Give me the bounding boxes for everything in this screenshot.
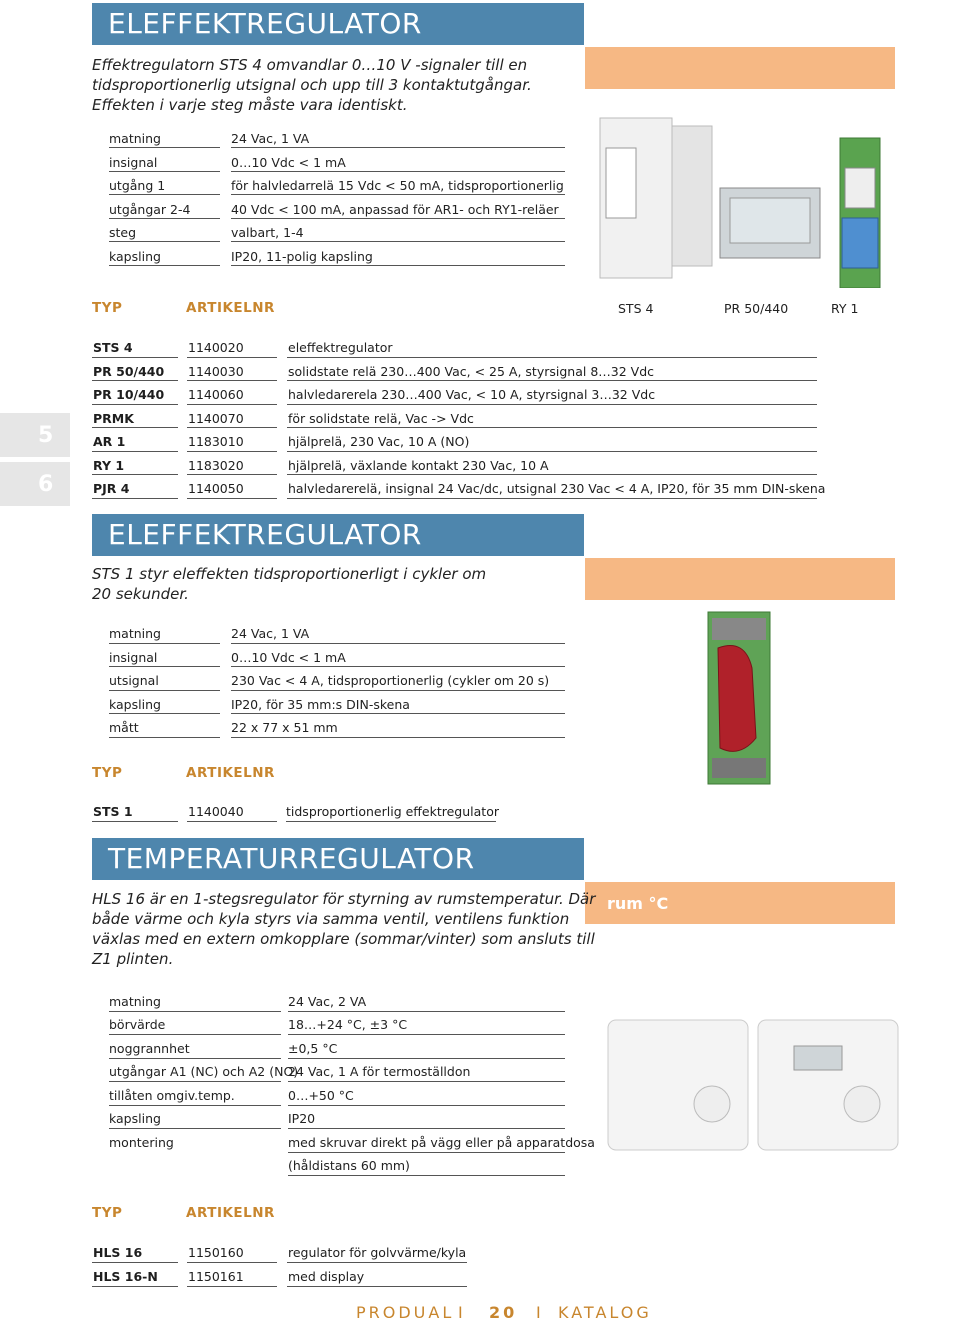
section-2-intro [92,564,486,604]
cell-typ: HLS 16 [93,1245,143,1260]
section-3-tag: rum °C [607,894,669,913]
cell-artikelnr: 1150161 [188,1269,244,1284]
spec-label: kapsling [109,249,161,264]
intro-line: STS 1 styr eleffekten tidsproportionerligt i cykler om [92,565,487,583]
cell-artikelnr: 1183010 [188,434,244,449]
section-2-tag-box [585,558,895,600]
intro-line: HLS 16 är en 1-stegsregulator för styrning av rumstemperatur. Där [92,890,596,908]
chapter-tab-label: 6 [38,472,54,497]
column-header-artikelnr: ARTIKELNR [186,300,275,316]
section-1-tag-box [585,47,895,89]
cell-typ: STS 1 [93,804,133,819]
hls16-product-image [604,1014,904,1164]
section-1-title: ELEFFEKTREGULATOR [108,7,422,40]
cell-artikelnr: 1140050 [188,481,244,496]
spec-label: insignal [109,155,158,170]
cell-typ: HLS 16-N [93,1269,158,1284]
intro-line: både värme och kyla styrs via samma ventil, ventilens funktion [92,910,570,928]
spec-label: montering [109,1135,174,1150]
cell-typ: RY 1 [93,458,125,473]
spec-value: 0…10 Vdc < 1 mA [231,155,346,170]
sts4-product-image [590,108,900,288]
spec-value: 24 Vac, 1 VA [231,626,310,641]
spec-value: valbart, 1-4 [231,225,304,240]
column-header-ry1: RY 1 [831,301,859,316]
cell-description: hjälprelä, 230 Vac, 10 A (NO) [288,434,470,449]
intro-line: Effektregulatorn STS 4 omvandlar 0…10 V -signaler till en [92,56,528,74]
cell-artikelnr: 1140060 [188,387,244,402]
spec-value: IP20 [288,1111,316,1126]
cell-description: tidsproportionerlig effektregulator [286,804,499,819]
chapter-tab-5[interactable] [0,413,70,457]
section-3-banner [92,838,584,880]
column-header-pr50: PR 50/440 [724,301,789,316]
spec-value: IP20, 11-polig kapsling [231,249,373,264]
intro-line: växlas med en extern omkopplare (sommar/vinter) som ansluts till [92,930,595,948]
spec-label: mått [109,720,139,735]
spec-value: IP20, för 35 mm:s DIN-skena [231,697,410,712]
intro-line: Effekten i varje steg måste vara identiskt. [92,96,408,114]
spec-value: 24 Vac, 2 VA [288,994,367,1009]
section-2-title: ELEFFEKTREGULATOR [108,518,422,551]
section-3-intro [92,889,595,969]
chapter-tab-6[interactable] [0,462,70,506]
cell-description: hjälprelä, växlande kontakt 230 Vac, 10 A [288,458,549,473]
section-1-banner [92,3,584,45]
spec-value: 230 Vac < 4 A, tidsproportionerlig (cykler om 20 s) [231,673,550,688]
spec-value: 22 x 77 x 51 mm [231,720,338,735]
cell-typ: PJR 4 [93,481,130,496]
spec-label: utgång 1 [109,178,166,193]
column-header-artikelnr: ARTIKELNR [186,1205,275,1221]
cell-description: halvledarerela 230…400 Vac, < 10 A, styrsignal 3…32 Vdc [288,387,656,402]
spec-value: 18…+24 °C, ±3 °C [288,1017,408,1032]
spec-label: kapsling [109,697,161,712]
cell-typ: STS 4 [93,340,133,355]
cell-typ: AR 1 [93,434,126,449]
cell-description: regulator för golvvärme/kyla [288,1245,467,1260]
spec-label: matning [109,994,161,1009]
spec-value: 24 Vac, 1 VA [231,131,310,146]
cell-typ: PR 50/440 [93,364,165,379]
spec-label: kapsling [109,1111,161,1126]
intro-line: 20 sekunder. [92,585,189,603]
spec-label: insignal [109,650,158,665]
cell-artikelnr: 1140020 [188,340,244,355]
column-header-typ: TYP [92,300,123,316]
spec-label: matning [109,131,161,146]
spec-value: ±0,5 °C [288,1041,338,1056]
cell-artikelnr: 1183020 [188,458,244,473]
cell-artikelnr: 1150160 [188,1245,244,1260]
footer-separator: I [536,1303,544,1322]
section-1-intro [92,55,532,115]
spec-label: börvärde [109,1017,166,1032]
section-3-tag-box [585,882,895,924]
spec-value: 24 Vac, 1 A för termoställdon [288,1064,471,1079]
intro-line: Z1 plinten. [92,950,174,968]
spec-value: 40 Vdc < 100 mA, anpassad för AR1- och RY1-reläer [231,202,559,217]
cell-artikelnr: 1140040 [188,804,244,819]
spec-label: noggrannhet [109,1041,190,1056]
spec-value: (håldistans 60 mm) [288,1158,410,1173]
column-header-typ: TYP [92,765,123,781]
spec-label: matning [109,626,161,641]
intro-line: tidsproportionerlig utsignal och upp till 3 kontaktutgångar. [92,76,532,94]
page-number: 20 [489,1303,518,1322]
cell-description: med display [288,1269,365,1284]
cell-description: solidstate relä 230…400 Vac, < 25 A, styrsignal 8…32 Vdc [288,364,655,379]
column-header-sts4: STS 4 [618,301,654,316]
spec-value: 0…10 Vdc < 1 mA [231,650,346,665]
cell-description: eleffektregulator [288,340,393,355]
cell-description: för solidstate relä, Vac -> Vdc [288,411,474,426]
footer-separator: I [458,1303,466,1322]
spec-label: tillåten omgiv.temp. [109,1088,235,1103]
cell-typ: PR 10/440 [93,387,165,402]
cell-typ: PRMK [93,411,134,426]
spec-label: utsignal [109,673,159,688]
sts1-product-image [700,608,780,788]
cell-description: halvledarerelä, insignal 24 Vac/dc, utsignal 230 Vac < 4 A, IP20, för 35 mm DIN-skena [288,481,826,496]
section-3-title: TEMPERATURREGULATOR [108,842,475,875]
spec-label: utgångar A1 (NC) och A2 (NO) [109,1064,299,1079]
footer-catalog: KATALOG [558,1303,652,1322]
chapter-tab-label: 5 [38,423,54,448]
spec-value: 0…+50 °C [288,1088,354,1103]
cell-artikelnr: 1140030 [188,364,244,379]
spec-label: steg [109,225,137,240]
spec-value: med skruvar direkt på vägg eller på apparatdosa [288,1135,595,1150]
cell-artikelnr: 1140070 [188,411,244,426]
column-header-artikelnr: ARTIKELNR [186,765,275,781]
spec-value: för halvledarrelä 15 Vdc < 50 mA, tidsproportionerlig [231,178,564,193]
footer-brand: PRODUAL [356,1303,455,1322]
column-header-typ: TYP [92,1205,123,1221]
section-2-banner [92,514,584,556]
spec-label: utgångar 2-4 [109,202,191,217]
